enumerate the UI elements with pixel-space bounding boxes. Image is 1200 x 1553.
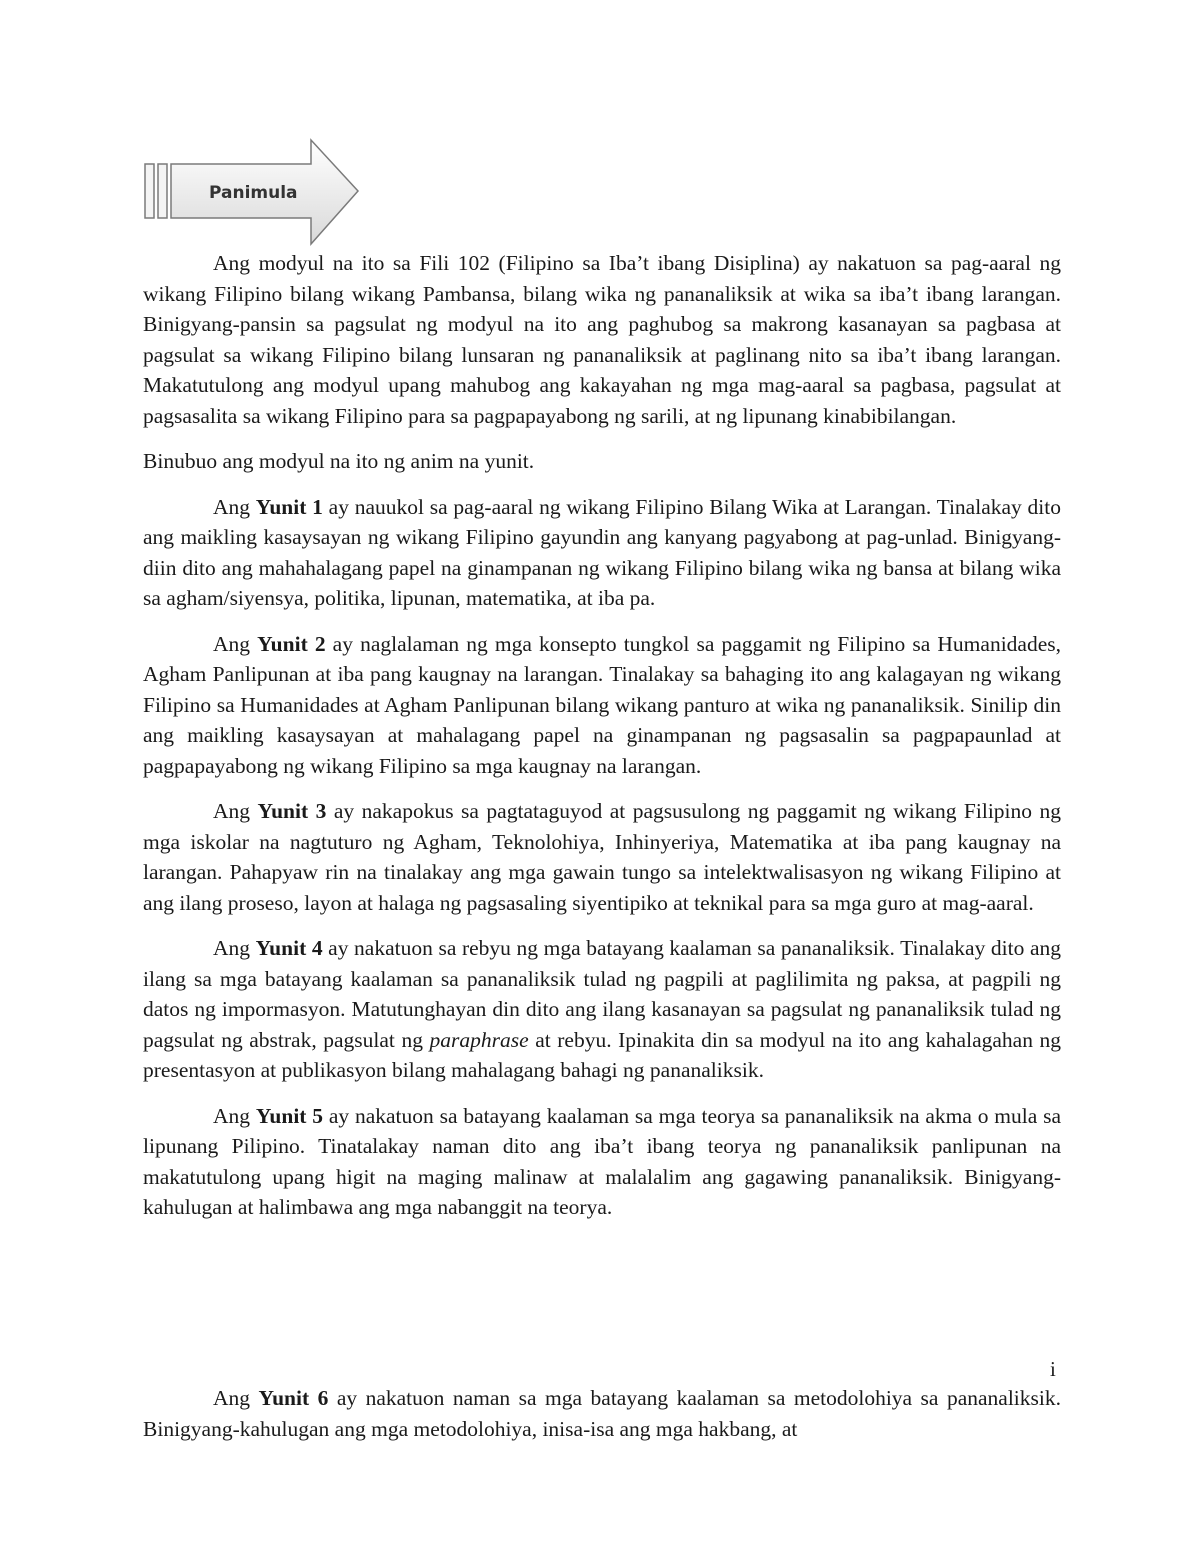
page-number: i [1050, 1357, 1056, 1381]
unit-3-paragraph: Ang Yunit 3 ay nakapokus sa pagtataguyod at pagsusulong ng paggamit ng wikang Filipino ng mga iskolar na nagtuturo ng Agham, Teknolohiya, Inhinyeriya, Matematika at iba pang kaugnay na larangan. Pahapyaw rin na tinalakay ang mga gawain tungo sa intelektwalisasyon ng wikang Filipino at ang ilang proseso, layon at halaga ng pagsasaling siyentipiko at teknikal para sa mga guro at mag-aaral. [143, 799, 1061, 915]
unit-2-label: Yunit 2 [257, 631, 326, 656]
unit-6-paragraph: Ang Yunit 6 ay nakatuon naman sa mga batayang kaalaman sa metodolohiya sa pananaliksik. Binigyang-kahulugan ang mga metodolohiya, inisa-isa ang mga hakbang, at [143, 1386, 1061, 1441]
unit-5-paragraph: Ang Yunit 5 ay nakatuon sa batayang kaalaman sa mga teorya sa pananaliksik na akma o mula sa lipunang Pilipino. Tinatalakay naman dito ang iba’t ibang teorya ng pananaliksik panlipunan na makatutulong upang higit na maging malinaw at malalalim ang gagawing pananaliksik. Binigyang-kahulugan at halimbawa ang mga nabanggit na teorya. [143, 1103, 1062, 1219]
unit-1-paragraph: Ang Yunit 1 ay nauukol sa pag-aaral ng wikang Filipino Bilang Wika at Larangan. Tinalakay dito ang maikling kasaysayan ng wikang Filipino gayundin ang kanyang pagyabong at pag-unlad. Binigyang-diin dito ang mahahalagang papel na ginampanan ng wikang Filipino bilang wika ng bansa at bilang wika sa agham/siyensya, politika, lipunan, matematika, at iba pa. [143, 494, 1061, 610]
summary-paragraph: Binubuo ang modyul na ito ng anim na yunit. [143, 449, 535, 473]
unit-5-label: Yunit 5 [255, 1103, 324, 1128]
unit-6-label: Yunit 6 [258, 1386, 329, 1410]
unit-2-paragraph: Ang Yunit 2 ay naglalaman ng mga konsepto tungkol sa paggamit ng Filipino sa Humanidades, Agham Panlipunan at iba pang kaugnay na larangan. Tinalakay sa bahaging ito ang kalagayan ng wikang Filipino sa Humanidades at Agham Panlipunan bilang wikang panturo at wika ng pananaliksik. Sinilip din ang maikling kasaysayan at mahalagang papel na ginampanan ng pagsasalin sa pagpapaunlad at pagpapayabong ng wikang Filipino sa mga kaugnay na larangan. [143, 631, 1061, 778]
arrow-right-banner-icon [140, 138, 362, 248]
unit-1-label: Yunit 1 [255, 494, 323, 519]
panimula-banner [140, 138, 362, 248]
intro-paragraph: Ang modyul na ito sa Fili 102 (Filipino sa Iba’t ibang Disiplina) ay nakatuon sa pag-aaral ng wikang Filipino bilang wikang Pambansa, bilang wika ng pananaliksik at wika sa iba’t ibang larangan. Binigyang-pansin sa pagsulat ng modyul na ito ang paghubog sa makrong kasanayan sa pagbasa at pagsulat sa wikang Filipino bilang lunsaran ng pananaliksik at paglinang nito sa iba’t ibang larangan. Makatutulong ang modyul upang mahubog ang kakayahan ng mga mag-aaral sa pagbasa, pagsulat at pagsasalita sa wikang Filipino para sa pagpapayabong ng sarili, at ng lipunang kinabibilangan. [143, 251, 1061, 428]
unit-3-label: Yunit 3 [257, 799, 327, 823]
document-body [143, 248, 1061, 1238]
banner-label: Panimula [209, 183, 298, 203]
paraphrase-term: paraphrase [429, 1027, 529, 1052]
unit-4-paragraph: Ang Yunit 4 ay nakatuon sa rebyu ng mga batayang kaalaman sa pananaliksik. Tinalakay dito ang ilang sa mga batayang kaalaman sa pananaliksik tulad ng pagpili at paglilimita ng paksa, at pagpili ng datos ng impormasyon. Matutunghayan din dito ang ilang kasanayan sa pagsulat ng pananaliksik tulad ng pagsulat ng abstrak, pagsulat ng paraphrase at rebyu. Ipinakita din sa modyul na ito ang kahalagahan ng presentasyon at publikasyon bilang mahalagang bahagi ng pananaliksik. [143, 936, 1061, 1082]
continuation-section [143, 1383, 1061, 1459]
unit-4-label: Yunit 4 [255, 936, 323, 960]
